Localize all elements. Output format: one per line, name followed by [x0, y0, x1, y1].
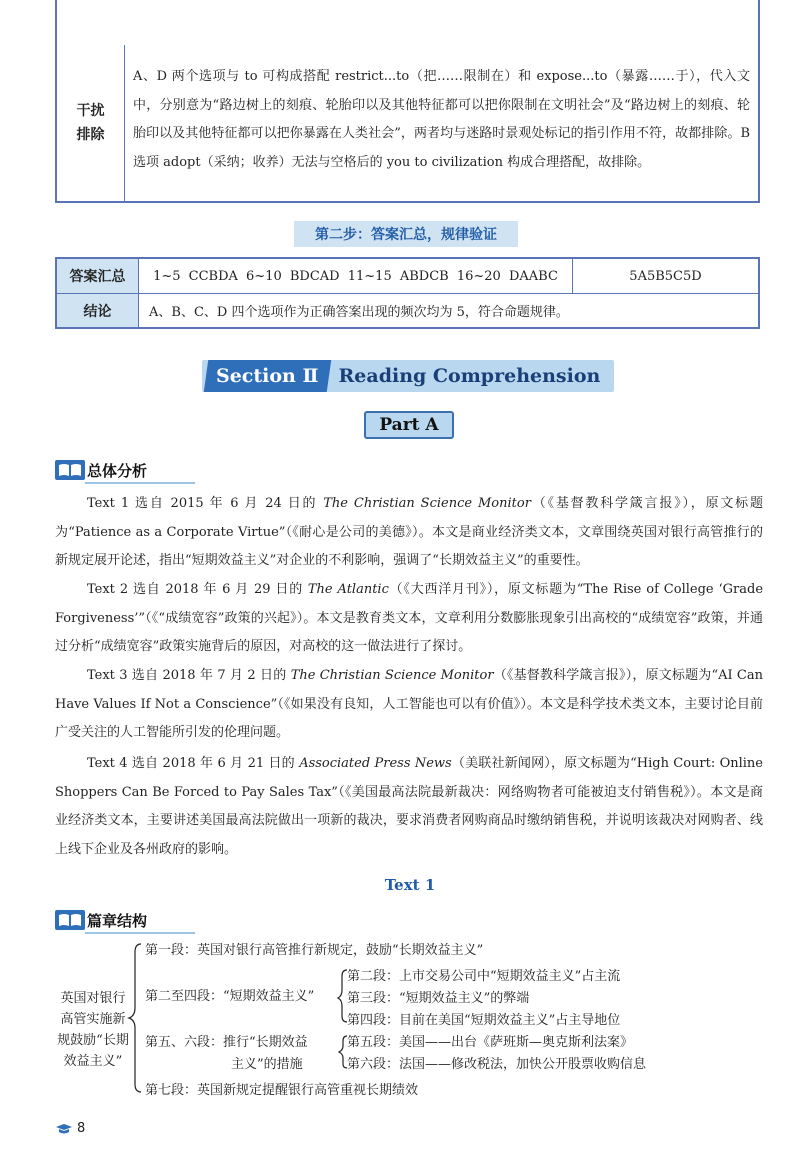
structure-p5-6-line1: 第五、六段：推行“长期效益: [145, 1035, 308, 1050]
answer-table: [55, 257, 760, 329]
section-banner: [202, 360, 614, 392]
overview-heading: [55, 458, 147, 482]
graduation-cap-icon: [55, 1123, 73, 1135]
interference-table: [55, 45, 760, 203]
heading-underline: [85, 482, 195, 484]
structure-p2-4: 第二至四段：“短期效益主义”: [145, 989, 315, 1004]
conclusion-text: A、B、C、D 四个选项作为正确答案出现的频次均为 5，符合命题规律。: [149, 305, 569, 320]
source-name: The Christian Science Monitor: [290, 668, 494, 683]
part-a-label: Part A: [364, 411, 454, 439]
conclusion-label: 结论: [57, 294, 139, 327]
structure-p3: 第三段：“短期效益主义”的弊端: [347, 991, 530, 1006]
heading-underline: [85, 932, 195, 934]
source-name: The Atlantic: [307, 582, 389, 597]
answer-codes: 1~5 CCBDA 6~10 BDCAD 11~15 ABDCB 16~20 DAABC: [139, 259, 573, 293]
section-number: Section Ⅱ: [204, 360, 331, 392]
structure-heading: [55, 908, 147, 932]
structure-p4: 第四段：目前在美国“短期效益主义”占主导地位: [347, 1013, 621, 1028]
structure-p6: 第六段：法国——修改税法，加快公开股票收购信息: [347, 1057, 647, 1072]
answer-distribution: 5A5B5C5D: [629, 268, 702, 284]
interference-text: A、D 两个选项与 to 可构成搭配 restrict...to（把……限制在）和 expose...to（暴露……于），代入文中，分别意为“路边树上的刻痕、轮胎印以及其他特征都可以把你限制在文明社会”及“路边树上的刻痕、轮胎印以及其他特征都可以把你暴露在人类社会”，两者均与迷路时景观处标记的指引作用不符，故都排除。B 选项 adopt（采纳；收养）无法与空格后的 you to civilization 构成合理搭配，故排除。: [133, 69, 750, 170]
answer-summary-row: [57, 259, 758, 293]
source-name: The Christian Science Monitor: [323, 496, 531, 511]
section-title: Reading Comprehension: [338, 365, 601, 387]
brace-2-4: [338, 970, 347, 1022]
overview-paragraph: Text 3 选自 2018 年 7 月 2 日的 The Christian Science Monitor（《基督教科学箴言报》），原文标题为“AI Can Have Values If Not a Conscience”（《如果没有良知，人工智能也可以有价值》）。本文是科学技术类文本，主要讨论目前广受关注的人工智能所引发的伦理问题。: [55, 668, 763, 740]
structure-p5: 第五段：美国——出台《萨班斯—奥克斯利法案》: [347, 1035, 634, 1050]
step2-band: 第二步：答案汇总，规律验证: [294, 221, 518, 247]
overview-paragraph: Text 2 选自 2018 年 6 月 29 日的 The Atlantic（《大西洋月刊》），原文标题为“The Rise of College ‘Grade Forgiveness’”（《“成绩宽容”政策的兴起》）。本文是教育类文本，文章利用分数膨胀现象引出高校的“成绩宽容”政策，并通过分析“成绩宽容”政策实施背后的原因，对高校的这一做法进行了探讨。: [55, 582, 764, 654]
structure-diagram: [55, 940, 763, 1110]
conclusion-row: [57, 293, 758, 327]
structure-p1: 第一段：英国对银行高管推行新规定，鼓励“长期效益主义”: [145, 943, 484, 958]
overview-paragraph: Text 4 选自 2018 年 6 月 21 日的 Associated Press News（美联社新闻网），原文标题为“High Court: Online Shoppers Can Be Forced to Pay Sales Tax”（《美国最高法院最新裁决：网络购物者可能被迫支付销售税》）。本文是商业经济类文本，主要讲述美国最高法院做出一项新的裁决，要求消费者网购商品时缴纳销售税，并说明该裁决对网购者、线上线下企业及各州政府的影响。: [55, 756, 763, 857]
structure-p5-6-line2: 主义”的措施: [231, 1057, 303, 1072]
interference-label: 干扰排除: [57, 45, 125, 201]
source-name: Associated Press News: [299, 756, 452, 771]
page-number: 8: [77, 1121, 86, 1136]
book-icon: [55, 910, 85, 930]
text1-title: Text 1: [384, 876, 436, 894]
structure-root: 英国对银行高管实施新规鼓励“长期效益主义”: [57, 991, 129, 1069]
book-icon: [55, 460, 85, 480]
structure-heading-text: 篇章结构: [87, 911, 148, 930]
table-top-continuation: [55, 0, 760, 45]
page-footer: [55, 1121, 85, 1136]
answer-summary-label: 答案汇总: [57, 259, 139, 293]
overview-heading-text: 总体分析: [87, 461, 148, 480]
structure-p7: 第七段：英国新规定提醒银行高管重视长期绩效: [145, 1083, 419, 1098]
structure-p2: 第二段：上市交易公司中“短期效益主义”占主流: [347, 969, 621, 984]
brace-5-6: [339, 1036, 347, 1068]
overview-paragraph: Text 1 选自 2015 年 6 月 24 日的 The Christian Science Monitor（《基督教科学箴言报》），原文标题为“Patience as a Corporate Virtue”（《耐心是公司的美德》）。本文是商业经济类文本，文章围绕英国对银行高管推行的新规定展开论述，指出“短期效益主义”对企业的不利影响，强调了“长期效益主义”的重要性。: [55, 496, 763, 568]
